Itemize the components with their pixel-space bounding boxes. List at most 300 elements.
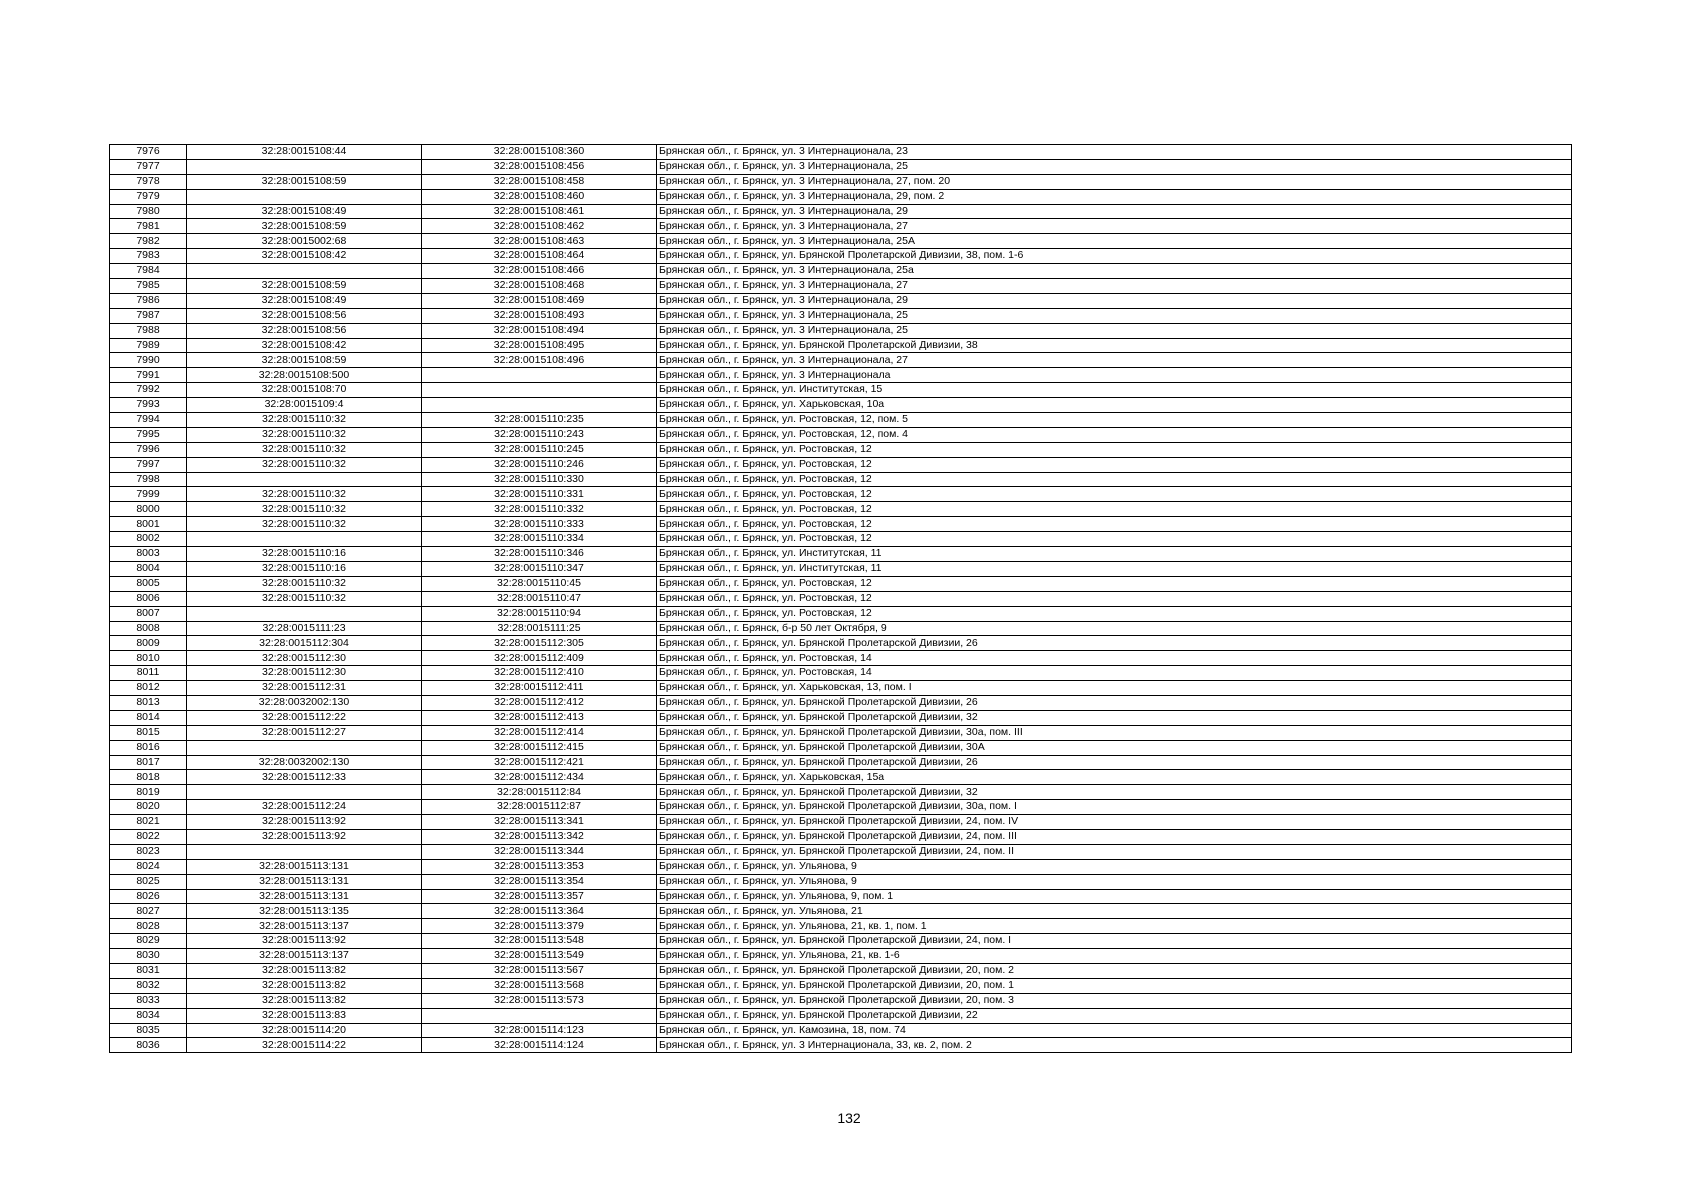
- object-cadastral-number-cell: 32:28:0015110:331: [422, 487, 657, 502]
- parent-cadastral-number-cell: 32:28:0015108:49: [187, 293, 422, 308]
- object-cadastral-number-cell: 32:28:0015110:235: [422, 413, 657, 428]
- parent-cadastral-number-cell: [187, 532, 422, 547]
- table-row: [110, 800, 1572, 815]
- parent-cadastral-number-cell: 32:28:0015113:137: [187, 919, 422, 934]
- address-cell: Брянская обл., г. Брянск, ул. 3 Интернационала, 25: [657, 308, 1572, 323]
- object-cadastral-number-cell: 32:28:0015112:413: [422, 710, 657, 725]
- row-number-cell: 8007: [110, 606, 187, 621]
- parent-cadastral-number-cell: 32:28:0015109:4: [187, 398, 422, 413]
- address-cell: Брянская обл., г. Брянск, ул. Брянской Пролетарской Дивизии, 20, пом. 3: [657, 993, 1572, 1008]
- row-number-cell: 7987: [110, 308, 187, 323]
- object-cadastral-number-cell: 32:28:0015112:409: [422, 651, 657, 666]
- object-cadastral-number-cell: 32:28:0015110:243: [422, 427, 657, 442]
- table-row: [110, 442, 1572, 457]
- row-number-cell: 8018: [110, 770, 187, 785]
- object-cadastral-number-cell: 32:28:0015110:346: [422, 547, 657, 562]
- address-cell: Брянская обл., г. Брянск, ул. Харьковская, 15а: [657, 770, 1572, 785]
- parent-cadastral-number-cell: 32:28:0015114:20: [187, 1023, 422, 1038]
- registry-table-body: [110, 145, 1572, 1053]
- parent-cadastral-number-cell: 32:28:0015114:22: [187, 1038, 422, 1053]
- address-cell: Брянская обл., г. Брянск, ул. Ростовская, 12: [657, 502, 1572, 517]
- table-row: [110, 591, 1572, 606]
- object-cadastral-number-cell: 32:28:0015112:410: [422, 666, 657, 681]
- parent-cadastral-number-cell: 32:28:0015108:59: [187, 353, 422, 368]
- table-row: [110, 606, 1572, 621]
- row-number-cell: 7984: [110, 264, 187, 279]
- address-cell: Брянская обл., г. Брянск, ул. Брянской Пролетарской Дивизии, 24, пом. III: [657, 829, 1572, 844]
- parent-cadastral-number-cell: 32:28:0015110:16: [187, 547, 422, 562]
- object-cadastral-number-cell: 32:28:0015112:421: [422, 755, 657, 770]
- object-cadastral-number-cell: 32:28:0015108:466: [422, 264, 657, 279]
- object-cadastral-number-cell: 32:28:0015110:245: [422, 442, 657, 457]
- row-number-cell: 8025: [110, 874, 187, 889]
- table-row: [110, 874, 1572, 889]
- object-cadastral-number-cell: 32:28:0015113:341: [422, 815, 657, 830]
- address-cell: Брянская обл., г. Брянск, ул. Ульянова, 9, пом. 1: [657, 889, 1572, 904]
- table-row: [110, 189, 1572, 204]
- object-cadastral-number-cell: 32:28:0015113:357: [422, 889, 657, 904]
- object-cadastral-number-cell: 32:28:0015108:495: [422, 338, 657, 353]
- table-row: [110, 725, 1572, 740]
- address-cell: Брянская обл., г. Брянск, ул. Брянской Пролетарской Дивизии, 24, пом. I: [657, 934, 1572, 949]
- row-number-cell: 7992: [110, 383, 187, 398]
- parent-cadastral-number-cell: 32:28:0015112:30: [187, 651, 422, 666]
- address-cell: Брянская обл., г. Брянск, ул. Брянской Пролетарской Дивизии, 32: [657, 785, 1572, 800]
- parent-cadastral-number-cell: 32:28:0015113:82: [187, 978, 422, 993]
- row-number-cell: 8013: [110, 695, 187, 710]
- table-row: [110, 398, 1572, 413]
- table-row: [110, 963, 1572, 978]
- address-cell: Брянская обл., г. Брянск, ул. Брянской Пролетарской Дивизии, 26: [657, 695, 1572, 710]
- parent-cadastral-number-cell: 32:28:0015113:131: [187, 889, 422, 904]
- row-number-cell: 7999: [110, 487, 187, 502]
- parent-cadastral-number-cell: 32:28:0015112:31: [187, 681, 422, 696]
- parent-cadastral-number-cell: 32:28:0015113:92: [187, 815, 422, 830]
- table-row: [110, 755, 1572, 770]
- address-cell: Брянская обл., г. Брянск, ул. Институтская, 11: [657, 561, 1572, 576]
- row-number-cell: 7977: [110, 159, 187, 174]
- object-cadastral-number-cell: 32:28:0015110:334: [422, 532, 657, 547]
- address-cell: Брянская обл., г. Брянск, ул. Ростовская, 12: [657, 532, 1572, 547]
- table-row: [110, 353, 1572, 368]
- parent-cadastral-number-cell: 32:28:0032002:130: [187, 755, 422, 770]
- row-number-cell: 8031: [110, 963, 187, 978]
- row-number-cell: 8033: [110, 993, 187, 1008]
- row-number-cell: 7978: [110, 174, 187, 189]
- table-row: [110, 561, 1572, 576]
- parent-cadastral-number-cell: 32:28:0015108:59: [187, 174, 422, 189]
- row-number-cell: 7982: [110, 234, 187, 249]
- row-number-cell: 8027: [110, 904, 187, 919]
- parent-cadastral-number-cell: 32:28:0015110:32: [187, 457, 422, 472]
- table-row: [110, 487, 1572, 502]
- row-number-cell: 7989: [110, 338, 187, 353]
- table-row: [110, 651, 1572, 666]
- row-number-cell: 7997: [110, 457, 187, 472]
- row-number-cell: 8017: [110, 755, 187, 770]
- row-number-cell: 7990: [110, 353, 187, 368]
- table-row: [110, 547, 1572, 562]
- address-cell: Брянская обл., г. Брянск, ул. Ростовская, 12, пом. 5: [657, 413, 1572, 428]
- address-cell: Брянская обл., г. Брянск, ул. 3 Интернационала, 29: [657, 293, 1572, 308]
- address-cell: Брянская обл., г. Брянск, ул. 3 Интернационала, 25: [657, 159, 1572, 174]
- row-number-cell: 7976: [110, 145, 187, 160]
- parent-cadastral-number-cell: [187, 740, 422, 755]
- parent-cadastral-number-cell: 32:28:0015113:92: [187, 829, 422, 844]
- object-cadastral-number-cell: 32:28:0015112:87: [422, 800, 657, 815]
- parent-cadastral-number-cell: 32:28:0015113:82: [187, 993, 422, 1008]
- address-cell: Брянская обл., г. Брянск, ул. Харьковская, 10а: [657, 398, 1572, 413]
- parent-cadastral-number-cell: 32:28:0015002:68: [187, 234, 422, 249]
- object-cadastral-number-cell: 32:28:0015113:354: [422, 874, 657, 889]
- object-cadastral-number-cell: 32:28:0015112:84: [422, 785, 657, 800]
- address-cell: Брянская обл., г. Брянск, ул. Ульянова, 9: [657, 874, 1572, 889]
- object-cadastral-number-cell: 32:28:0015108:360: [422, 145, 657, 160]
- parent-cadastral-number-cell: 32:28:0015113:135: [187, 904, 422, 919]
- row-number-cell: 8030: [110, 949, 187, 964]
- table-row: [110, 666, 1572, 681]
- address-cell: Брянская обл., г. Брянск, ул. 3 Интернационала, 25А: [657, 234, 1572, 249]
- row-number-cell: 7988: [110, 323, 187, 338]
- parent-cadastral-number-cell: 32:28:0015110:32: [187, 576, 422, 591]
- address-cell: Брянская обл., г. Брянск, ул. Ульянова, 9: [657, 859, 1572, 874]
- address-cell: Брянская обл., г. Брянск, ул. Ростовская, 12: [657, 457, 1572, 472]
- parent-cadastral-number-cell: 32:28:0015113:131: [187, 874, 422, 889]
- table-row: [110, 919, 1572, 934]
- table-row: [110, 413, 1572, 428]
- address-cell: Брянская обл., г. Брянск, ул. 3 Интернационала, 27: [657, 279, 1572, 294]
- address-cell: Брянская обл., г. Брянск, ул. Ульянова, 21, кв. 1, пом. 1: [657, 919, 1572, 934]
- object-cadastral-number-cell: 32:28:0015112:305: [422, 636, 657, 651]
- table-row: [110, 949, 1572, 964]
- address-cell: Брянская обл., г. Брянск, ул. 3 Интернационала, 23: [657, 145, 1572, 160]
- table-row: [110, 427, 1572, 442]
- parent-cadastral-number-cell: 32:28:0015112:24: [187, 800, 422, 815]
- parent-cadastral-number-cell: 32:28:0015110:32: [187, 427, 422, 442]
- row-number-cell: 8002: [110, 532, 187, 547]
- row-number-cell: 8001: [110, 517, 187, 532]
- object-cadastral-number-cell: 32:28:0015110:332: [422, 502, 657, 517]
- address-cell: Брянская обл., г. Брянск, ул. Брянской Пролетарской Дивизии, 20, пом. 1: [657, 978, 1572, 993]
- object-cadastral-number-cell: 32:28:0015108:493: [422, 308, 657, 323]
- table-row: [110, 695, 1572, 710]
- address-cell: Брянская обл., г. Брянск, ул. 3 Интернационала, 29: [657, 204, 1572, 219]
- row-number-cell: 7980: [110, 204, 187, 219]
- parent-cadastral-number-cell: 32:28:0015113:82: [187, 963, 422, 978]
- parent-cadastral-number-cell: 32:28:0015110:32: [187, 487, 422, 502]
- table-row: [110, 978, 1572, 993]
- object-cadastral-number-cell: 32:28:0015108:462: [422, 219, 657, 234]
- parent-cadastral-number-cell: 32:28:0015108:59: [187, 279, 422, 294]
- address-cell: Брянская обл., г. Брянск, ул. Ростовская, 14: [657, 651, 1572, 666]
- table-row: [110, 859, 1572, 874]
- object-cadastral-number-cell: 32:28:0015113:364: [422, 904, 657, 919]
- address-cell: Брянская обл., г. Брянск, ул. Ростовская, 12: [657, 576, 1572, 591]
- object-cadastral-number-cell: 32:28:0015111:25: [422, 621, 657, 636]
- object-cadastral-number-cell: 32:28:0015110:347: [422, 561, 657, 576]
- address-cell: Брянская обл., г. Брянск, ул. Брянской Пролетарской Дивизии, 30а, пом. I: [657, 800, 1572, 815]
- table-row: [110, 1023, 1572, 1038]
- address-cell: Брянская обл., г. Брянск, ул. Ульянова, 21, кв. 1-6: [657, 949, 1572, 964]
- table-row: [110, 636, 1572, 651]
- row-number-cell: 8008: [110, 621, 187, 636]
- object-cadastral-number-cell: 32:28:0015113:548: [422, 934, 657, 949]
- table-row: [110, 338, 1572, 353]
- row-number-cell: 7979: [110, 189, 187, 204]
- table-row: [110, 234, 1572, 249]
- object-cadastral-number-cell: 32:28:0015112:434: [422, 770, 657, 785]
- row-number-cell: 7985: [110, 279, 187, 294]
- parent-cadastral-number-cell: 32:28:0015108:56: [187, 323, 422, 338]
- parent-cadastral-number-cell: [187, 844, 422, 859]
- parent-cadastral-number-cell: 32:28:0015108:42: [187, 338, 422, 353]
- page-number: 132: [837, 1110, 861, 1126]
- table-row: [110, 844, 1572, 859]
- address-cell: Брянская обл., г. Брянск, ул. Ульянова, 21: [657, 904, 1572, 919]
- parent-cadastral-number-cell: [187, 785, 422, 800]
- table-row: [110, 740, 1572, 755]
- row-number-cell: 7986: [110, 293, 187, 308]
- table-row: [110, 993, 1572, 1008]
- table-row: [110, 710, 1572, 725]
- table-row: [110, 159, 1572, 174]
- table-row: [110, 249, 1572, 264]
- parent-cadastral-number-cell: 32:28:0015108:59: [187, 219, 422, 234]
- parent-cadastral-number-cell: 32:28:0015112:33: [187, 770, 422, 785]
- row-number-cell: 8024: [110, 859, 187, 874]
- parent-cadastral-number-cell: 32:28:0015110:32: [187, 413, 422, 428]
- row-number-cell: 8028: [110, 919, 187, 934]
- table-row: [110, 219, 1572, 234]
- object-cadastral-number-cell: 32:28:0015108:456: [422, 159, 657, 174]
- table-row: [110, 145, 1572, 160]
- object-cadastral-number-cell: 32:28:0015113:342: [422, 829, 657, 844]
- table-row: [110, 889, 1572, 904]
- row-number-cell: 8019: [110, 785, 187, 800]
- row-number-cell: 7994: [110, 413, 187, 428]
- address-cell: Брянская обл., г. Брянск, ул. Ростовская, 12: [657, 517, 1572, 532]
- row-number-cell: 7983: [110, 249, 187, 264]
- object-cadastral-number-cell: 32:28:0015110:45: [422, 576, 657, 591]
- address-cell: Брянская обл., г. Брянск, ул. Брянской Пролетарской Дивизии, 24, пом. IV: [657, 815, 1572, 830]
- table-row: [110, 576, 1572, 591]
- table-row: [110, 457, 1572, 472]
- parent-cadastral-number-cell: [187, 264, 422, 279]
- table-row: [110, 1008, 1572, 1023]
- object-cadastral-number-cell: 32:28:0015108:461: [422, 204, 657, 219]
- row-number-cell: 8020: [110, 800, 187, 815]
- object-cadastral-number-cell: 32:28:0015108:469: [422, 293, 657, 308]
- table-row: [110, 904, 1572, 919]
- table-row: [110, 621, 1572, 636]
- object-cadastral-number-cell: [422, 383, 657, 398]
- address-cell: Брянская обл., г. Брянск, ул. Брянской Пролетарской Дивизии, 32: [657, 710, 1572, 725]
- parent-cadastral-number-cell: 32:28:0015111:23: [187, 621, 422, 636]
- row-number-cell: 8003: [110, 547, 187, 562]
- parent-cadastral-number-cell: 32:28:0015113:92: [187, 934, 422, 949]
- address-cell: Брянская обл., г. Брянск, ул. Институтская, 15: [657, 383, 1572, 398]
- object-cadastral-number-cell: 32:28:0015113:567: [422, 963, 657, 978]
- row-number-cell: 7981: [110, 219, 187, 234]
- row-number-cell: 8012: [110, 681, 187, 696]
- row-number-cell: 8016: [110, 740, 187, 755]
- row-number-cell: 8000: [110, 502, 187, 517]
- object-cadastral-number-cell: 32:28:0015110:246: [422, 457, 657, 472]
- parent-cadastral-number-cell: 32:28:0015112:22: [187, 710, 422, 725]
- object-cadastral-number-cell: 32:28:0015108:468: [422, 279, 657, 294]
- row-number-cell: 8005: [110, 576, 187, 591]
- object-cadastral-number-cell: 32:28:0015108:463: [422, 234, 657, 249]
- address-cell: Брянская обл., г. Брянск, ул. Брянской Пролетарской Дивизии, 38, пом. 1-6: [657, 249, 1572, 264]
- address-cell: Брянская обл., г. Брянск, ул. Харьковская, 13, пом. I: [657, 681, 1572, 696]
- address-cell: Брянская обл., г. Брянск, ул. Ростовская, 12: [657, 487, 1572, 502]
- object-cadastral-number-cell: 32:28:0015108:496: [422, 353, 657, 368]
- address-cell: Брянская обл., г. Брянск, ул. Ростовская, 12: [657, 591, 1572, 606]
- row-number-cell: 7996: [110, 442, 187, 457]
- table-row: [110, 815, 1572, 830]
- object-cadastral-number-cell: 32:28:0015110:94: [422, 606, 657, 621]
- row-number-cell: 8009: [110, 636, 187, 651]
- parent-cadastral-number-cell: 32:28:0015108:500: [187, 368, 422, 383]
- row-number-cell: 8010: [110, 651, 187, 666]
- parent-cadastral-number-cell: 32:28:0015110:32: [187, 502, 422, 517]
- row-number-cell: 8035: [110, 1023, 187, 1038]
- object-cadastral-number-cell: 32:28:0015113:344: [422, 844, 657, 859]
- table-row: [110, 368, 1572, 383]
- row-number-cell: 8021: [110, 815, 187, 830]
- parent-cadastral-number-cell: 32:28:0015113:137: [187, 949, 422, 964]
- row-number-cell: 8015: [110, 725, 187, 740]
- parent-cadastral-number-cell: 32:28:0015108:49: [187, 204, 422, 219]
- object-cadastral-number-cell: 32:28:0015113:568: [422, 978, 657, 993]
- object-cadastral-number-cell: [422, 1008, 657, 1023]
- table-row: [110, 308, 1572, 323]
- address-cell: Брянская обл., г. Брянск, ул. 3 Интернационала, 29, пом. 2: [657, 189, 1572, 204]
- parent-cadastral-number-cell: 32:28:0015108:70: [187, 383, 422, 398]
- parent-cadastral-number-cell: [187, 472, 422, 487]
- address-cell: Брянская обл., г. Брянск, ул. 3 Интернационала, 33, кв. 2, пом. 2: [657, 1038, 1572, 1053]
- address-cell: Брянская обл., г. Брянск, ул. Брянской Пролетарской Дивизии, 38: [657, 338, 1572, 353]
- object-cadastral-number-cell: 32:28:0015114:124: [422, 1038, 657, 1053]
- row-number-cell: 8014: [110, 710, 187, 725]
- row-number-cell: 8036: [110, 1038, 187, 1053]
- table-row: [110, 681, 1572, 696]
- object-cadastral-number-cell: 32:28:0015108:458: [422, 174, 657, 189]
- table-row: [110, 934, 1572, 949]
- object-cadastral-number-cell: 32:28:0015112:411: [422, 681, 657, 696]
- table-row: [110, 532, 1572, 547]
- object-cadastral-number-cell: 32:28:0015110:333: [422, 517, 657, 532]
- table-row: [110, 770, 1572, 785]
- address-cell: Брянская обл., г. Брянск, ул. Брянской Пролетарской Дивизии, 30а, пом. III: [657, 725, 1572, 740]
- parent-cadastral-number-cell: [187, 606, 422, 621]
- object-cadastral-number-cell: 32:28:0015113:353: [422, 859, 657, 874]
- object-cadastral-number-cell: 32:28:0015113:379: [422, 919, 657, 934]
- object-cadastral-number-cell: 32:28:0015113:573: [422, 993, 657, 1008]
- object-cadastral-number-cell: [422, 398, 657, 413]
- row-number-cell: 7993: [110, 398, 187, 413]
- object-cadastral-number-cell: 32:28:0015113:549: [422, 949, 657, 964]
- row-number-cell: 7995: [110, 427, 187, 442]
- parent-cadastral-number-cell: 32:28:0015108:56: [187, 308, 422, 323]
- parent-cadastral-number-cell: 32:28:0015110:32: [187, 591, 422, 606]
- parent-cadastral-number-cell: [187, 159, 422, 174]
- parent-cadastral-number-cell: [187, 189, 422, 204]
- table-row: [110, 279, 1572, 294]
- address-cell: Брянская обл., г. Брянск, ул. Ростовская, 12: [657, 442, 1572, 457]
- address-cell: Брянская обл., г. Брянск, ул. Брянской Пролетарской Дивизии, 26: [657, 755, 1572, 770]
- address-cell: Брянская обл., г. Брянск, ул. Камозина, 18, пом. 74: [657, 1023, 1572, 1038]
- address-cell: Брянская обл., г. Брянск, ул. Ростовская, 14: [657, 666, 1572, 681]
- table-row: [110, 323, 1572, 338]
- address-cell: Брянская обл., г. Брянск, ул. 3 Интернационала, 25а: [657, 264, 1572, 279]
- parent-cadastral-number-cell: 32:28:0015110:32: [187, 442, 422, 457]
- address-cell: Брянская обл., г. Брянск, ул. Брянской Пролетарской Дивизии, 20, пом. 2: [657, 963, 1572, 978]
- parent-cadastral-number-cell: 32:28:0015113:83: [187, 1008, 422, 1023]
- object-cadastral-number-cell: 32:28:0015108:494: [422, 323, 657, 338]
- parent-cadastral-number-cell: 32:28:0015108:42: [187, 249, 422, 264]
- address-cell: Брянская обл., г. Брянск, ул. Брянской Пролетарской Дивизии, 24, пом. II: [657, 844, 1572, 859]
- parent-cadastral-number-cell: 32:28:0015112:304: [187, 636, 422, 651]
- cadastral-registry-table: [109, 144, 1572, 1053]
- object-cadastral-number-cell: 32:28:0015110:330: [422, 472, 657, 487]
- address-cell: Брянская обл., г. Брянск, ул. 3 Интернационала, 27, пом. 20: [657, 174, 1572, 189]
- address-cell: Брянская обл., г. Брянск, ул. Ростовская, 12: [657, 472, 1572, 487]
- table-row: [110, 383, 1572, 398]
- row-number-cell: 8004: [110, 561, 187, 576]
- address-cell: Брянская обл., г. Брянск, ул. Брянской Пролетарской Дивизии, 30А: [657, 740, 1572, 755]
- row-number-cell: 7998: [110, 472, 187, 487]
- object-cadastral-number-cell: 32:28:0015108:464: [422, 249, 657, 264]
- parent-cadastral-number-cell: 32:28:0015112:27: [187, 725, 422, 740]
- address-cell: Брянская обл., г. Брянск, ул. Институтская, 11: [657, 547, 1572, 562]
- address-cell: Брянская обл., г. Брянск, ул. Брянской Пролетарской Дивизии, 26: [657, 636, 1572, 651]
- address-cell: Брянская обл., г. Брянск, ул. Ростовская, 12, пом. 4: [657, 427, 1572, 442]
- object-cadastral-number-cell: 32:28:0015112:415: [422, 740, 657, 755]
- row-number-cell: 8022: [110, 829, 187, 844]
- table-row: [110, 264, 1572, 279]
- object-cadastral-number-cell: 32:28:0015112:412: [422, 695, 657, 710]
- address-cell: Брянская обл., г. Брянск, ул. Ростовская, 12: [657, 606, 1572, 621]
- table-row: [110, 517, 1572, 532]
- parent-cadastral-number-cell: 32:28:0015110:32: [187, 517, 422, 532]
- row-number-cell: 8023: [110, 844, 187, 859]
- parent-cadastral-number-cell: 32:28:0015113:131: [187, 859, 422, 874]
- address-cell: Брянская обл., г. Брянск, ул. 3 Интернационала: [657, 368, 1572, 383]
- table-row: [110, 829, 1572, 844]
- parent-cadastral-number-cell: 32:28:0015110:16: [187, 561, 422, 576]
- address-cell: Брянская обл., г. Брянск, ул. Брянской Пролетарской Дивизии, 22: [657, 1008, 1572, 1023]
- table-row: [110, 204, 1572, 219]
- parent-cadastral-number-cell: 32:28:0015108:44: [187, 145, 422, 160]
- object-cadastral-number-cell: 32:28:0015110:47: [422, 591, 657, 606]
- address-cell: Брянская обл., г. Брянск, ул. 3 Интернационала, 25: [657, 323, 1572, 338]
- table-row: [110, 472, 1572, 487]
- table-row: [110, 174, 1572, 189]
- address-cell: Брянская обл., г. Брянск, ул. 3 Интернационала, 27: [657, 219, 1572, 234]
- address-cell: Брянская обл., г. Брянск, б-р 50 лет Октября, 9: [657, 621, 1572, 636]
- object-cadastral-number-cell: [422, 368, 657, 383]
- row-number-cell: 8034: [110, 1008, 187, 1023]
- row-number-cell: 8029: [110, 934, 187, 949]
- object-cadastral-number-cell: 32:28:0015108:460: [422, 189, 657, 204]
- table-row: [110, 785, 1572, 800]
- row-number-cell: 7991: [110, 368, 187, 383]
- row-number-cell: 8026: [110, 889, 187, 904]
- row-number-cell: 8006: [110, 591, 187, 606]
- row-number-cell: 8011: [110, 666, 187, 681]
- table-row: [110, 502, 1572, 517]
